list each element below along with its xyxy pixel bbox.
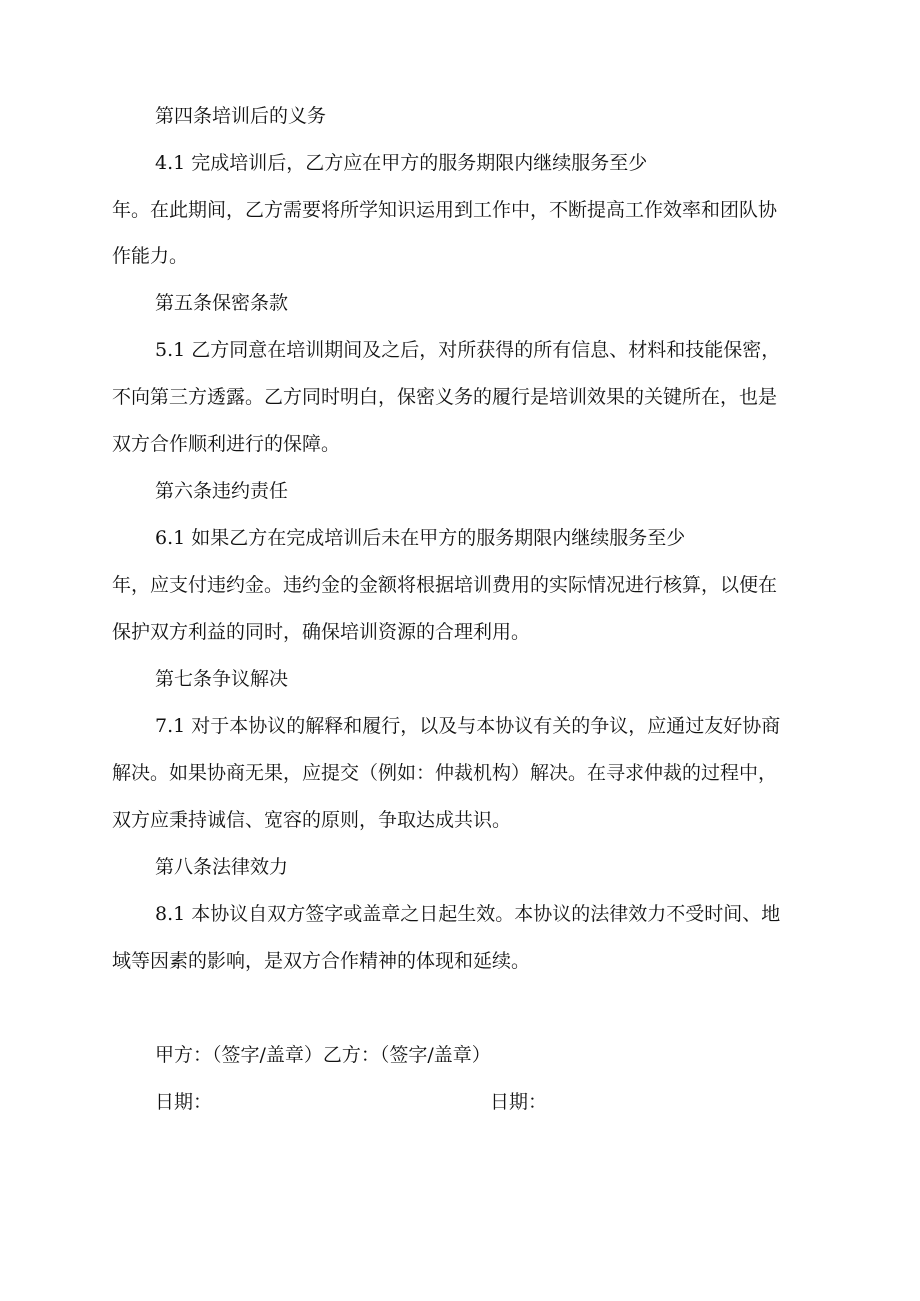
article-5-clause-1-line-1: 5.1 乙方同意在培训期间及之后，对所获得的所有信息、材料和技能保密， <box>155 339 781 361</box>
article-8-clause-1-line-1: 8.1 本协议自双方签字或盖章之日起生效。本协议的法律效力不受时间、地 <box>155 903 781 925</box>
signature-date-party-a: 日期： <box>155 1091 213 1113</box>
signature-parties: 甲方：（签字/盖章）乙方：（签字/盖章） <box>155 1044 491 1066</box>
article-4-clause-1-line-1: 4.1 完成培训后，乙方应在甲方的服务期限内继续服务至少 <box>155 152 648 174</box>
article-7-clause-1-line-2: 解决。如果协商无果，应提交（例如：仲裁机构）解决。在寻求仲裁的过程中， <box>112 762 778 784</box>
article-5-heading: 第五条保密条款 <box>155 292 289 314</box>
article-8-clause-1-line-2: 域等因素的影响，是双方合作精神的体现和延续。 <box>112 950 531 972</box>
article-4-clause-1-line-2: 年。在此期间，乙方需要将所学知识运用到工作中，不断提高工作效率和团队协 <box>112 199 778 221</box>
article-4-clause-1-line-3: 作能力。 <box>112 245 189 267</box>
article-6-heading: 第六条违约责任 <box>155 480 289 502</box>
article-6-clause-1-line-2: 年，应支付违约金。违约金的金额将根据培训费用的实际情况进行核算，以便在 <box>112 574 778 596</box>
article-6-clause-1-line-3: 保护双方利益的同时，确保培训资源的合理利用。 <box>112 621 531 643</box>
article-5-clause-1-line-2: 不向第三方透露。乙方同时明白，保密义务的履行是培训效果的关键所在，也是 <box>112 386 778 408</box>
article-7-heading: 第七条争议解决 <box>155 668 289 690</box>
article-6-clause-1-line-1: 6.1 如果乙方在完成培训后未在甲方的服务期限内继续服务至少 <box>155 527 686 549</box>
signature-date-party-b: 日期： <box>490 1091 548 1113</box>
article-7-clause-1-line-3: 双方应秉持诚信、宽容的原则，争取达成共识。 <box>112 809 512 831</box>
article-8-heading: 第八条法律效力 <box>155 856 289 878</box>
article-7-clause-1-line-1: 7.1 对于本协议的解释和履行，以及与本协议有关的争议，应通过友好协商 <box>155 715 781 737</box>
article-4-heading: 第四条培训后的义务 <box>155 105 327 127</box>
article-5-clause-1-line-3: 双方合作顺利进行的保障。 <box>112 433 341 455</box>
